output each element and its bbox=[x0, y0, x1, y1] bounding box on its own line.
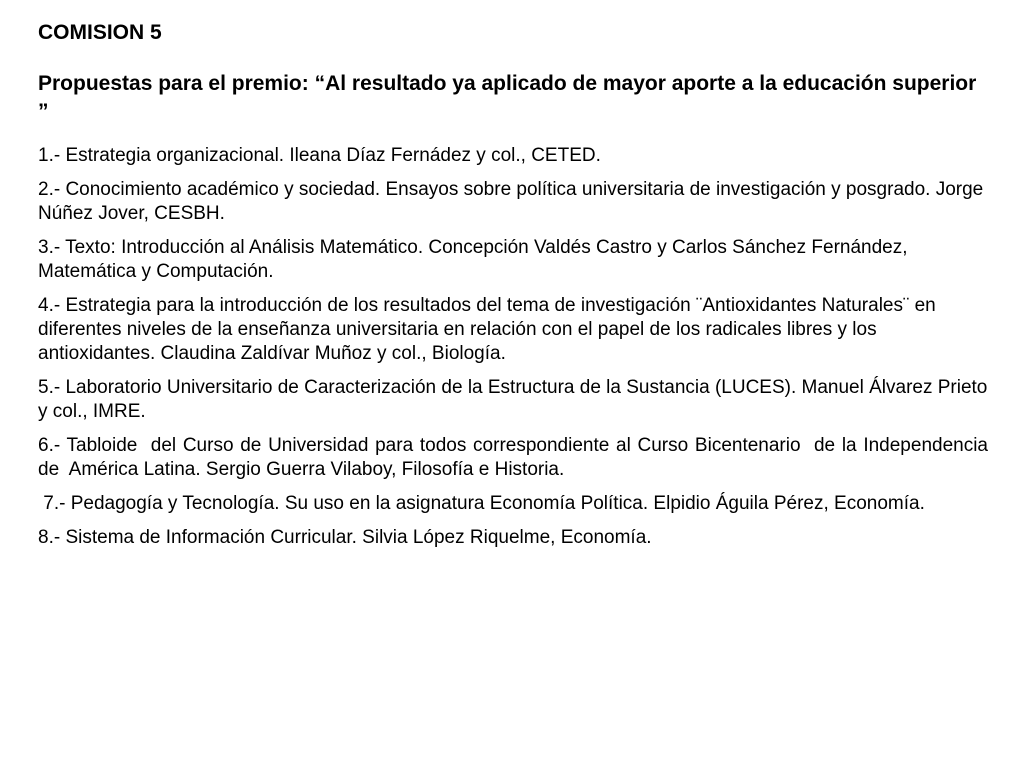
commission-heading: COMISION 5 bbox=[38, 21, 162, 44]
proposal-item-1: 1.- Estrategia organizacional. Ileana Díaz Fernádez y col., CETED. bbox=[38, 145, 601, 166]
proposal-item-4: 4.- Estrategia para la introducción de los resultados del tema de investigación ¨Antioxidantes Naturales¨ en diferentes niveles de la enseñanza universitaria en relación con el papel de los radicales libres y los antioxidantes. Claudina Zaldívar Muñoz y col., Biología. bbox=[38, 295, 942, 364]
award-title: Propuestas para el premio: “Al resultado ya aplicado de mayor aporte a la educación superior ” bbox=[38, 72, 977, 123]
proposal-list bbox=[38, 144, 999, 550]
proposal-item-7: 7.- Pedagogía y Tecnología. Su uso en la asignatura Economía Política. Elpidio Águila Pérez, Economía. bbox=[38, 493, 925, 514]
proposal-item-2: 2.- Conocimiento académico y sociedad. Ensayos sobre política universitaria de investigación y posgrado. Jorge Núñez Jover, CESBH. bbox=[38, 179, 989, 224]
proposal-item-3: 3.- Texto: Introducción al Análisis Matemático. Concepción Valdés Castro y Carlos Sánchez Fernández, Matemática y Computación. bbox=[38, 237, 913, 282]
slide-content bbox=[38, 20, 999, 560]
proposal-item-6: 6.- Tabloide del Curso de Universidad para todos correspondiente al Curso Bicentenario de la Independencia de América Latina. Sergio Guerra Vilaboy, Filosofía e Historia. bbox=[38, 435, 999, 480]
proposal-item-8: 8.- Sistema de Información Curricular. Silvia López Riquelme, Economía. bbox=[38, 527, 652, 548]
proposal-item-5: 5.- Laboratorio Universitario de Caracterización de la Estructura de la Sustancia (LUCES). Manuel Álvarez Prieto y col., IMRE. bbox=[38, 377, 993, 422]
